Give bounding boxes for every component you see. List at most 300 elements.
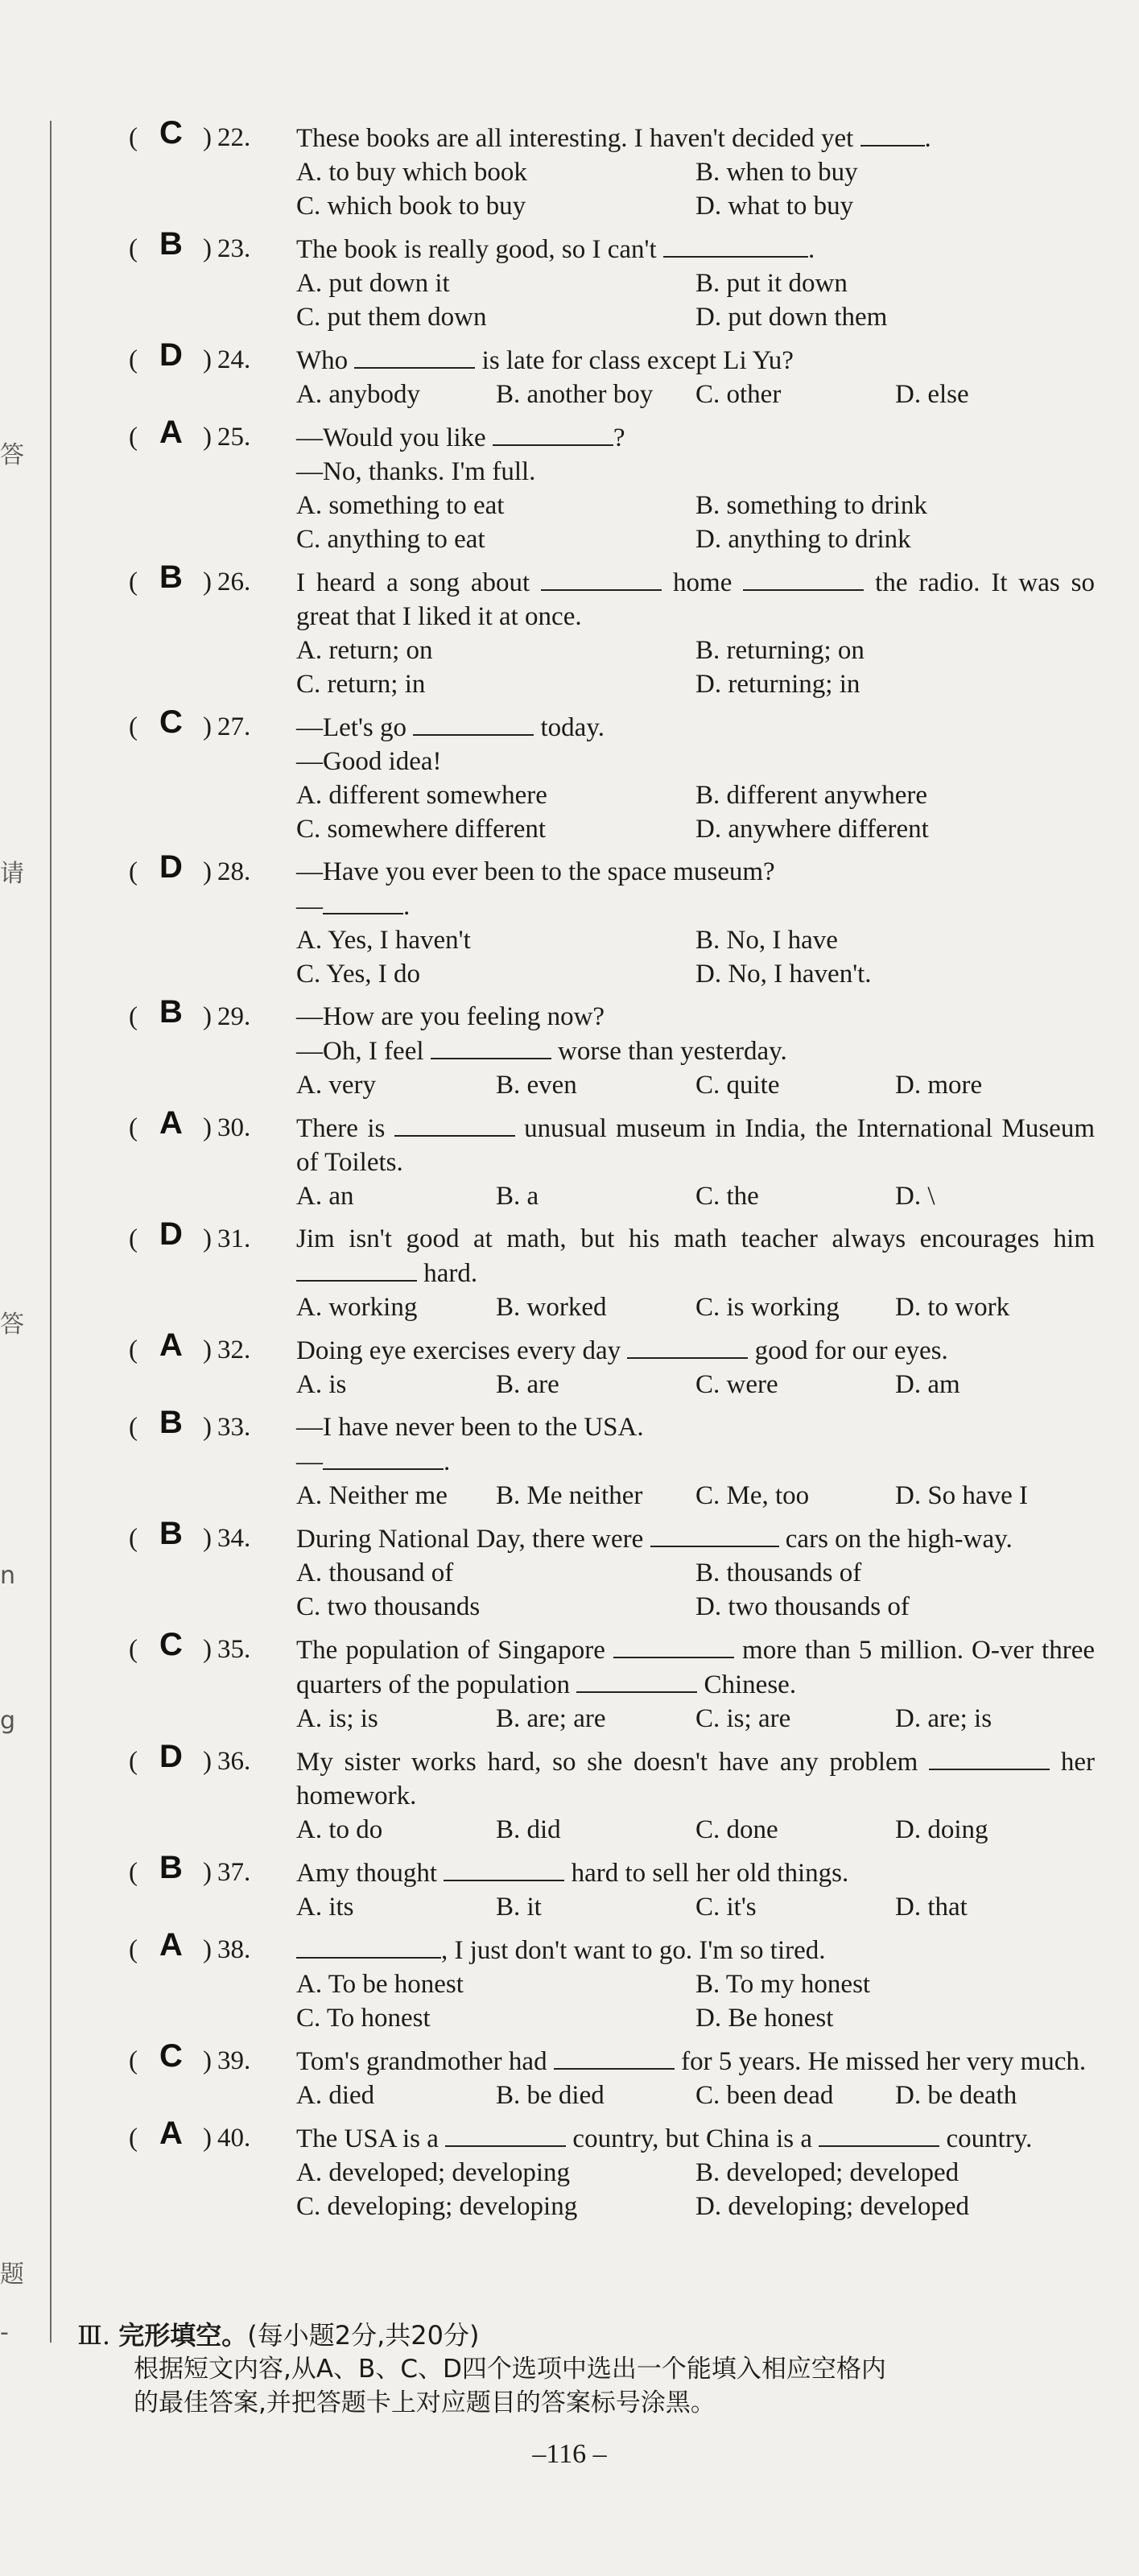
options-row [296,189,1095,223]
question-number: 25. [217,423,251,452]
option-d: D. be death [895,2081,1017,2110]
question-36 [129,1739,1095,1847]
option-d: D. anywhere different [695,815,929,844]
question-number: 33. [217,1413,251,1442]
options-row [296,923,1095,957]
question-number: 35. [217,1635,251,1664]
stem-text: today. [534,713,605,742]
option-a: A. is [296,1370,347,1399]
option-b: B. developed; developed [695,2158,959,2187]
option-c: C. the [695,1182,759,1211]
question-37 [129,1850,1095,1924]
margin-char: n [0,1562,16,1590]
answer-letter: B [159,226,183,262]
option-c: C. which book to buy [296,192,526,221]
option-a: A. Neither me [296,1481,448,1510]
answer-letter: C [159,1627,183,1662]
answer-blank [650,1521,779,1547]
options-row [296,1890,1095,1924]
left-paren: ( [129,2124,138,2153]
question-stem [296,1000,1095,1068]
stem-text: her homework. [296,1748,1095,1810]
question-number: 37. [217,1858,251,1887]
answer-letter: A [159,1327,183,1363]
question-stem [296,710,1095,778]
option-a: A. died [296,2081,375,2110]
option-c: C. put them down [296,303,487,332]
question-number: 24. [217,345,251,374]
option-d: D. two thousands of [695,1592,910,1621]
question-stem [296,1333,1095,1368]
right-paren: ) [203,2124,212,2153]
right-paren: ) [203,345,212,374]
option-d: D. \ [895,1182,935,1211]
stem-text: —How are you feeling now? [296,1002,605,1031]
question-number: 31. [217,1224,251,1253]
answer-blank [576,1667,697,1693]
option-b: B. when to buy [695,158,858,187]
right-paren: ) [203,1224,212,1253]
question-stem [296,121,1095,155]
answer-letter: C [159,2038,183,2074]
answer-blank [296,1933,441,1959]
right-paren: ) [203,1747,212,1776]
left-paren: ( [129,1002,138,1031]
section-title [77,2318,1100,2352]
answer-letter: B [159,1850,183,1885]
option-c: C. Me, too [695,1481,810,1510]
options-row [296,2001,1095,2035]
answer-letter: B [159,994,183,1030]
option-d: D. that [895,1893,968,1922]
options-row [296,1590,1095,1624]
option-b: B. even [496,1071,577,1100]
question-33 [129,1405,1095,1513]
question-30 [129,1105,1095,1213]
margin-char: - [0,2318,9,2347]
option-a: A. to buy which book [296,158,527,187]
left-paren: ( [129,234,138,263]
question-stem [296,1111,1095,1179]
stem-text: My sister works hard, so she doesn't have any problem [296,1748,930,1777]
left-paren: ( [129,712,138,741]
stem-text: cars on the high-way. [778,1525,1013,1554]
option-a: A. thousand of [296,1558,454,1587]
question-number: 26. [217,568,251,597]
stem-text: . [403,892,411,921]
option-b: B. put it down [695,269,848,298]
options-row [296,812,1095,846]
options-row [296,1556,1095,1590]
stem-text: —Have you ever been to the space museum? [296,857,775,886]
question-22 [129,115,1095,223]
stem-text: hard. [417,1259,478,1288]
right-paren: ) [203,712,212,741]
left-paren: ( [129,1935,138,1964]
answer-blank [627,1333,748,1359]
answer-blank [819,2121,939,2147]
question-stem [296,1856,1095,1890]
answer-letter: A [159,2116,183,2151]
stem-text: During National Day, there were [296,1525,650,1554]
stem-text: good for our eyes. [748,1336,948,1365]
question-38 [129,1927,1095,2035]
right-paren: ) [203,234,212,263]
right-paren: ) [203,1113,212,1142]
option-b: B. are [496,1370,559,1399]
left-paren: ( [129,123,138,152]
question-32 [129,1327,1095,1402]
option-d: D. Be honest [695,2004,834,2033]
stem-text: hard to sell her old things. [564,1859,849,1888]
options-row [296,522,1095,556]
options-row [296,1967,1095,2001]
question-40 [129,2116,1095,2223]
option-b: B. are; are [496,1704,606,1733]
left-paren: ( [129,568,138,597]
answer-blank [444,1856,564,1881]
answer-blank [613,1633,734,1658]
option-c: C. somewhere different [296,815,547,844]
question-number: 34. [217,1524,251,1553]
option-c: C. other [695,380,782,409]
stem-text: worse than yesterday. [551,1037,787,1066]
stem-text: I heard a song about [296,568,542,597]
option-c: C. is; are [695,1704,791,1733]
answer-blank [445,2121,566,2147]
answer-blank [394,1111,515,1137]
question-stem [296,1410,1095,1479]
options-row [296,2156,1095,2190]
question-number: 40. [217,2124,251,2153]
right-paren: ) [203,1002,212,1031]
option-c: C. done [695,1815,778,1844]
stem-text: —Would you like [296,423,493,452]
question-stem [296,232,1095,266]
answer-letter: D [159,1216,183,1252]
question-stem [296,565,1095,634]
option-a: A. anybody [296,380,420,409]
stem-text: country, but China is a [566,2124,819,2153]
stem-text: home [662,568,744,597]
question-26 [129,559,1095,701]
option-a: A. to do [296,1815,383,1844]
left-paren: ( [129,857,138,886]
option-d: D. So have I [895,1481,1028,1510]
question-number: 29. [217,1002,251,1031]
option-b: B. different anywhere [695,781,928,810]
stem-text: Amy thought [296,1859,444,1888]
right-paren: ) [203,2046,212,2075]
stem-text: , I just don't want to go. I'm so tired. [441,1936,826,1965]
question-stem [296,420,1095,489]
option-b: B. No, I have [695,926,838,955]
options-row [296,1702,1095,1736]
left-paren: ( [129,1524,138,1553]
option-c: C. anything to eat [296,525,485,554]
stem-text: The USA is a [296,2124,446,2153]
margin-char: 请 [0,860,24,888]
answer-blank [541,565,662,591]
stem-text: Jim isn't good at math, but his math teacher always encourages him [296,1224,1095,1253]
question-stem [296,855,1095,923]
stem-text: more than 5 million. O-ver three quarters of the population [296,1636,1095,1699]
option-d: D. No, I haven't. [695,960,872,989]
option-c: C. been dead [695,2081,834,2110]
option-a: A. something to eat [296,491,505,520]
margin-char: g [0,1707,16,1735]
right-paren: ) [203,123,212,152]
question-39 [129,2038,1095,2112]
options-row [296,1179,1095,1213]
stem-text: There is [296,1114,394,1143]
answer-letter: D [159,1739,183,1774]
left-paren: ( [129,1858,138,1887]
stem-text: Tom's grandmother had [296,2047,554,2076]
question-stem [296,2121,1095,2156]
question-number: 23. [217,234,251,263]
answer-letter: D [159,337,183,373]
question-number: 27. [217,712,251,741]
question-28 [129,849,1095,991]
options-row [296,1479,1095,1513]
stem-text: These books are all interesting. I haven't decided yet [296,124,860,153]
option-a: A. an [296,1182,354,1211]
option-c: C. return; in [296,670,426,699]
stem-text: —Oh, I feel [296,1037,431,1066]
option-c: C. were [695,1370,778,1399]
stem-text: . [444,1447,451,1476]
option-a: A. Yes, I haven't [296,926,471,955]
stem-text: —Good idea! [296,747,442,776]
question-number: 39. [217,2046,251,2075]
answer-blank [554,2044,675,2070]
question-25 [129,415,1095,556]
right-paren: ) [203,568,212,597]
answer-letter: B [159,559,183,595]
left-paren: ( [129,423,138,452]
options-row [296,300,1095,334]
options-row [296,1813,1095,1847]
options-row [296,155,1095,189]
options-row [296,957,1095,991]
option-a: A. is; is [296,1704,378,1733]
question-list [129,115,1095,2232]
question-34 [129,1516,1095,1624]
answer-blank [743,565,864,591]
section-heading: 完形填空。 [118,2320,248,2351]
option-b: B. Me neither [496,1481,643,1510]
option-c: C. quite [695,1071,780,1100]
question-number: 38. [217,1935,251,1964]
question-stem [296,1222,1095,1290]
options-row [296,1290,1095,1324]
question-number: 28. [217,857,251,886]
option-c: C. developing; developing [296,2192,578,2221]
question-24 [129,337,1095,411]
option-b: B. returning; on [695,636,865,665]
option-c: C. To honest [296,2004,431,2033]
option-c: C. is working [695,1293,840,1322]
option-c: C. two thousands [296,1592,481,1621]
option-a: A. its [296,1893,354,1922]
margin-char: 答 [0,1311,24,1339]
answer-letter: A [159,415,183,450]
options-row [296,667,1095,701]
answer-blank [413,710,534,736]
options-row [296,489,1095,522]
answer-letter: B [159,1405,183,1440]
options-row [296,2190,1095,2223]
right-paren: ) [203,1935,212,1964]
stem-text: — [296,892,323,921]
question-number: 36. [217,1747,251,1776]
question-stem [296,1633,1095,1702]
section-instruction-line-2: 的最佳答案,并把答题卡上对应题目的答案标号涂黑。 [134,2388,716,2417]
option-d: D. doing [895,1815,988,1844]
options-row [296,1368,1095,1402]
stem-text: —Let's go [296,713,414,742]
answer-letter: A [159,1105,183,1141]
stem-text: The population of Singapore [296,1636,613,1665]
option-d: D. else [895,380,969,409]
stem-text: The book is really good, so I can't [296,235,663,264]
answer-letter: D [159,849,183,885]
stem-text: the radio. It was so great that I liked it at once. [296,568,1095,631]
option-d: D. what to buy [695,192,854,221]
right-paren: ) [203,1635,212,1664]
options-row [296,778,1095,812]
answer-blank [493,420,613,446]
option-b: B. it [496,1893,542,1922]
option-a: A. developed; developing [296,2158,570,2187]
right-paren: ) [203,1858,212,1887]
stem-text: . [807,235,815,264]
left-paren: ( [129,1113,138,1142]
answer-letter: C [159,704,183,740]
options-row [296,2079,1095,2112]
section-number: Ⅲ. [77,2320,111,2351]
options-row [296,378,1095,411]
option-b: B. be died [496,2081,605,2110]
stem-text: country. [939,2124,1033,2153]
question-stem [296,1521,1095,1556]
option-b: B. thousands of [695,1558,862,1587]
left-paren: ( [129,1335,138,1364]
answer-blank [860,121,925,147]
section-cloze [77,2318,1100,2420]
option-d: D. put down them [695,303,888,332]
margin-line [50,121,52,2343]
right-paren: ) [203,857,212,886]
section-instruction-line-1: 根据短文内容,从A、B、C、D四个选项中选出一个能填入相应空格内 [134,2355,886,2384]
question-number: 30. [217,1113,251,1142]
question-27 [129,704,1095,846]
stem-text: . [924,124,931,153]
stem-text: is late for class except Li Yu? [475,346,794,375]
option-b: B. To my honest [695,1970,871,1999]
right-paren: ) [203,423,212,452]
option-d: D. to work [895,1293,1010,1322]
right-paren: ) [203,1413,212,1442]
option-d: D. anything to drink [695,525,911,554]
option-d: D. are; is [895,1704,992,1733]
question-stem [296,343,1095,378]
answer-blank [929,1744,1050,1770]
option-b: B. did [496,1815,561,1844]
option-d: D. developing; developed [695,2192,969,2221]
options-row [296,634,1095,667]
answer-blank [354,343,475,369]
question-31 [129,1216,1095,1324]
option-c: C. Yes, I do [296,960,421,989]
option-a: A. different somewhere [296,781,547,810]
stem-text: Chinese. [697,1670,797,1699]
question-35 [129,1627,1095,1736]
answer-blank [431,1034,551,1059]
stem-text: — [296,1447,323,1476]
question-number: 22. [217,123,251,152]
answer-blank [323,889,403,914]
answer-letter: B [159,1516,183,1551]
left-paren: ( [129,1747,138,1776]
question-29 [129,994,1095,1102]
stem-text: unusual museum in India, the International Museum of Toilets. [296,1114,1095,1177]
stem-text: Who [296,346,355,375]
option-b: B. something to drink [695,491,927,520]
option-d: D. am [895,1370,960,1399]
question-stem [296,1933,1095,1967]
option-b: B. another boy [496,380,654,409]
option-a: A. very [296,1071,376,1100]
right-paren: ) [203,1335,212,1364]
margin-char: 答 [0,441,24,469]
left-paren: ( [129,1413,138,1442]
answer-blank [323,1444,444,1470]
left-paren: ( [129,345,138,374]
question-number: 32. [217,1335,251,1364]
stem-text: —I have never been to the USA. [296,1413,644,1442]
stem-text: Doing eye exercises every day [296,1336,628,1365]
answer-letter: C [159,115,183,151]
option-a: A. put down it [296,269,450,298]
options-row [296,266,1095,300]
option-a: A. working [296,1293,418,1322]
stem-text: for 5 years. He missed her very much. [674,2047,1087,2076]
stem-text: —No, thanks. I'm full. [296,457,536,486]
options-row [296,1068,1095,1102]
question-23 [129,226,1095,334]
left-paren: ( [129,2046,138,2075]
answer-blank [663,232,808,258]
question-stem [296,1744,1095,1813]
answer-blank [296,1256,417,1282]
option-a: A. return; on [296,636,433,665]
left-paren: ( [129,1635,138,1664]
right-paren: ) [203,1524,212,1553]
left-paren: ( [129,1224,138,1253]
stem-text: ? [613,423,625,452]
option-a: A. To be honest [296,1970,464,1999]
page-number: –116 – [532,2439,607,2469]
option-d: D. returning; in [695,670,860,699]
option-c: C. it's [695,1893,757,1922]
section-points: (每小题2分,共20分) [247,2320,480,2351]
question-stem [296,2044,1095,2079]
option-b: B. worked [496,1293,607,1322]
option-b: B. a [496,1182,539,1211]
answer-letter: A [159,1927,183,1963]
